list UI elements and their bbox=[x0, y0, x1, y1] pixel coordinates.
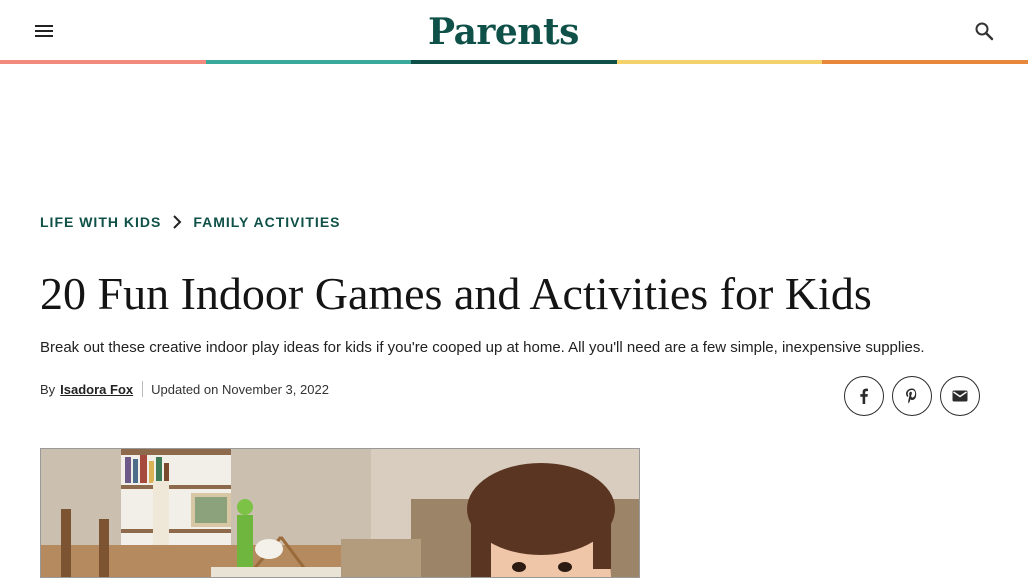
share-email-button[interactable] bbox=[940, 376, 980, 416]
breadcrumb-life-with-kids[interactable]: LIFE WITH KIDS bbox=[40, 214, 162, 230]
byline-divider bbox=[142, 381, 143, 397]
breadcrumb bbox=[40, 212, 341, 232]
menu-button[interactable] bbox=[32, 19, 56, 43]
article-title: 20 Fun Indoor Games and Activities for Kids bbox=[40, 268, 872, 319]
author-link[interactable]: Isadora Fox bbox=[60, 381, 134, 397]
email-icon bbox=[951, 387, 969, 405]
hamburger-menu-icon bbox=[32, 19, 56, 43]
chevron-right-icon bbox=[169, 214, 185, 230]
share-pinterest-button[interactable] bbox=[892, 376, 932, 416]
byline-prefix: By bbox=[40, 381, 56, 397]
pinterest-icon bbox=[903, 387, 921, 405]
site-header bbox=[0, 0, 1028, 60]
article-dek: Break out these creative indoor play ideas for kids if you're cooped up at home. All you'll need are a few simple, inexpensive supplies. bbox=[40, 339, 925, 356]
hero-image bbox=[40, 448, 640, 578]
byline bbox=[40, 379, 329, 399]
breadcrumb-family-activities[interactable]: FAMILY ACTIVITIES bbox=[193, 214, 341, 230]
updated-date: Updated on November 3, 2022 bbox=[151, 381, 329, 397]
search-button[interactable] bbox=[972, 19, 996, 43]
site-logo[interactable]: Parents bbox=[428, 11, 579, 53]
ad-placeholder bbox=[0, 64, 1028, 194]
facebook-icon bbox=[855, 387, 873, 405]
share-facebook-button[interactable] bbox=[844, 376, 884, 416]
hero-photo-illustration bbox=[41, 449, 640, 578]
search-icon bbox=[972, 19, 996, 43]
